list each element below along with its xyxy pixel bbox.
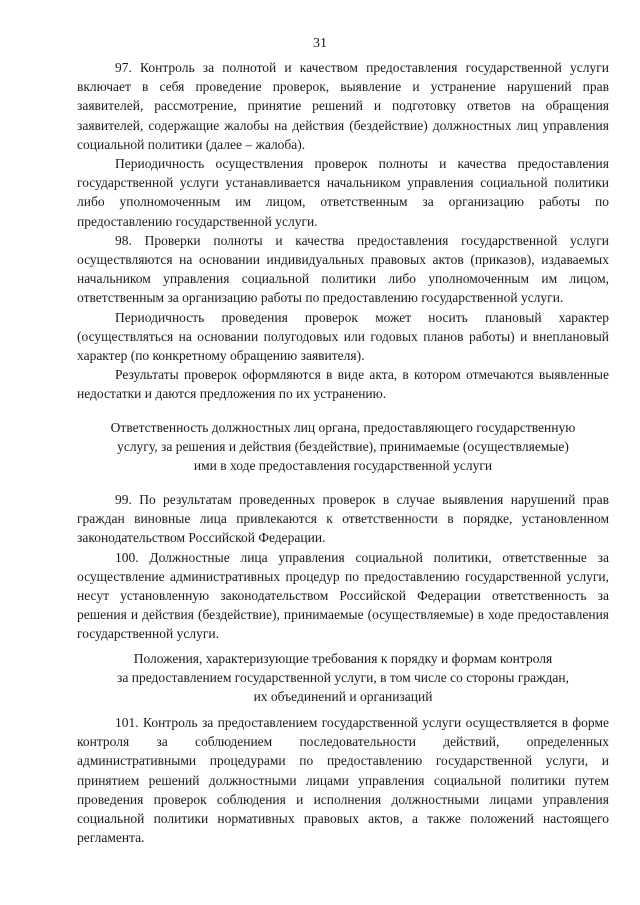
heading-responsibility bbox=[77, 418, 609, 476]
heading-line: ими в ходе предоставления государственной услуги bbox=[193, 458, 493, 474]
heading-line: за предоставлением государственной услуги, в том числе со стороны граждан, bbox=[117, 670, 569, 686]
paragraph-99: 99. По результатам проведенных проверок в случае выявления нарушений прав граждан виновные лица привлекаются к ответственности в порядке, установленном законодательством Российской Федерации. bbox=[77, 492, 609, 546]
heading-line: Положения, характеризующие требования к порядку и формам контроля bbox=[133, 651, 553, 666]
heading-line: Ответственность должностных лиц органа, предоставляющего государственную bbox=[110, 420, 576, 435]
paragraph-results: Результаты проверок оформляются в виде акта, в котором отмечаются выявленные недостатки и даются предложения по их устранению. bbox=[77, 367, 609, 402]
paragraph-inspection-type: Периодичность проведения проверок может носить плановый характер (осуществляться на основании полугодовых или годовых планов работы) и внеплановый характер (по конкретному обращению заявителя). bbox=[77, 309, 609, 364]
heading-line: услугу, за решения и действия (бездействие), принимаемые (осуществляемые) bbox=[117, 439, 569, 455]
section-control-quality bbox=[77, 58, 609, 404]
heading-line: их объединений и организаций bbox=[253, 689, 433, 705]
page-number: 31 bbox=[313, 36, 327, 51]
heading-control-requirements bbox=[77, 649, 609, 707]
paragraph-98: 98. Проверки полноты и качества предоставления государственной услуги осуществляются на основании индивидуальных правовых актов (приказов), издаваемых начальником управления социальной политики либо уполномоченным им лицом, ответственным за организацию работы по предоставлению государственной услуги. bbox=[77, 232, 609, 306]
paragraph-periodicity: Периодичность осуществления проверок полноты и качества предоставления государственной услуги устанавливается начальником управления социальной политики либо уполномоченным им лицом, ответственным за организацию работы по предоставлению государственной услуги. bbox=[77, 156, 609, 229]
section-control-forms bbox=[77, 713, 609, 847]
section-responsibility bbox=[77, 490, 609, 644]
paragraph-97: 97. Контроль за полнотой и качеством предоставления государственной услуги включает в себя проведение проверок, выявление и устранение нарушений прав заявителей, рассмотрение, принятие решений и подготовку ответов на обращения заявителей, содержащие жалобы на действия (бездействие) должностных лиц управления социальной политики (далее – жалоба). bbox=[77, 60, 609, 152]
paragraph-101: 101. Контроль за предоставлением государственной услуги осуществляется в форме контроля за соблюдением последовательности действий, определенных административными процедурами по предоставлению государственной услуги, и принятием решений должностными лицами управления социальной политики путем проведения проверок соблюдения и исполнения должностными лицами управления социальной политики нормативных правовых актов, а также положений настоящего регламента. bbox=[77, 715, 609, 846]
paragraph-100: 100. Должностные лица управления социальной политики, ответственные за осуществление административных процедур по предоставлению государственной услуги, несут установленную законодательством Российской Федерации ответственность за решения и действия (бездействие), принимаемые (осуществляемые) в ходе предоставления государственной услуги. bbox=[77, 549, 609, 642]
